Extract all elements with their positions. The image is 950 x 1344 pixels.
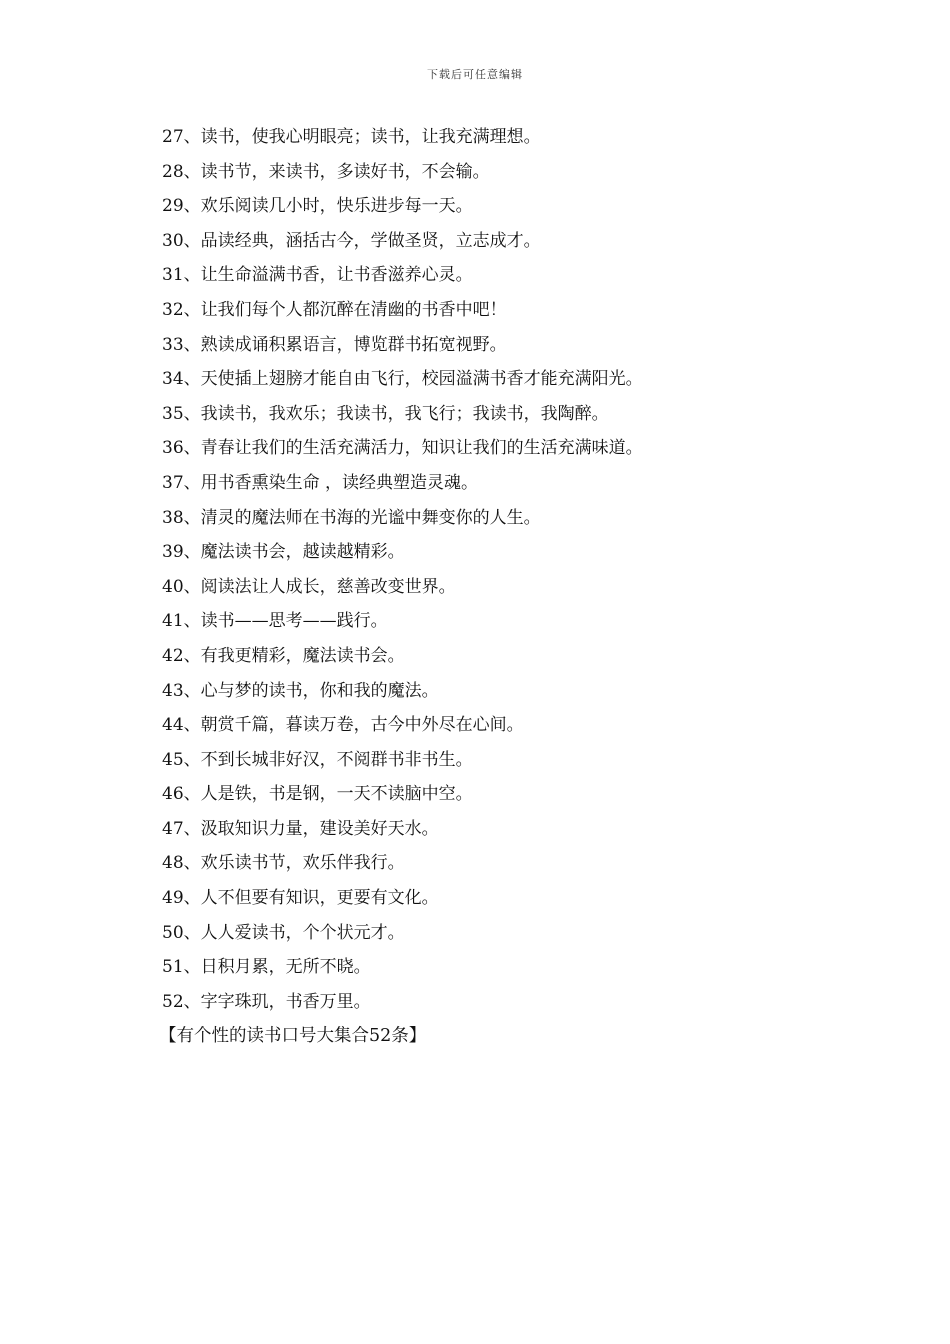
list-item: 50、人人爱读书，个个状元才。	[162, 922, 405, 943]
list-item: 51、日积月累，无所不晓。	[162, 957, 371, 978]
list-item: 36、青春让我们的生活充满活力，知识让我们的生活充满味道。	[162, 438, 643, 459]
list-item: 46、人是铁，书是钢，一天不读脑中空。	[162, 784, 473, 805]
list-item: 35、我读书，我欢乐；我读书，我飞行；我读书，我陶醉。	[162, 403, 609, 424]
list-item: 40、阅读法让人成长，慈善改变世界。	[162, 576, 456, 597]
list-item: 30、品读经典，涵括古今，学做圣贤，立志成才。	[162, 230, 541, 251]
list-item: 47、汲取知识力量，建设美好天水。	[162, 818, 439, 839]
list-item: 43、心与梦的读书，你和我的魔法。	[162, 680, 439, 701]
page-header: 下载后可任意编辑	[427, 68, 523, 81]
slogan-list	[159, 122, 862, 1055]
list-item: 49、人不但要有知识，更要有文化。	[162, 888, 439, 909]
list-item: 29、欢乐阅读几小时，快乐进步每一天。	[162, 196, 473, 217]
list-item: 32、让我们每个人都沉醉在清幽的书香中吧！	[162, 299, 507, 320]
list-item: 44、朝赏千篇，暮读万卷，古今中外尽在心间。	[162, 715, 524, 736]
list-item: 28、读书节，来读书，多读好书，不会输。	[162, 161, 490, 182]
list-item: 37、用书香熏染生命 ，读经典塑造灵魂。	[162, 472, 479, 493]
list-item: 33、熟读成诵积累语言，博览群书拓宽视野。	[162, 334, 507, 355]
list-item: 27、读书，使我心明眼亮；读书，让我充满理想。	[162, 127, 541, 147]
list-item: 34、天使插上翅膀才能自由飞行，校园溢满书香才能充满阳光。	[162, 369, 643, 390]
list-item: 39、魔法读书会，越读越精彩。	[162, 542, 405, 563]
list-item: 52、字字珠玑，书香万里。	[162, 991, 371, 1012]
list-item: 48、欢乐读书节，欢乐伴我行。	[162, 853, 405, 874]
list-item: 42、有我更精彩，魔法读书会。	[162, 645, 405, 666]
document-title-footer: 【有个性的读书口号大集合52条】	[159, 1026, 427, 1047]
list-item: 31、让生命溢满书香，让书香滋养心灵。	[162, 265, 473, 286]
list-item: 38、清灵的魔法师在书海的光谧中舞变你的人生。	[162, 507, 541, 528]
list-item: 45、不到长城非好汉，不阅群书非书生。	[162, 749, 473, 770]
list-item: 41、读书——思考——践行。	[162, 611, 388, 632]
